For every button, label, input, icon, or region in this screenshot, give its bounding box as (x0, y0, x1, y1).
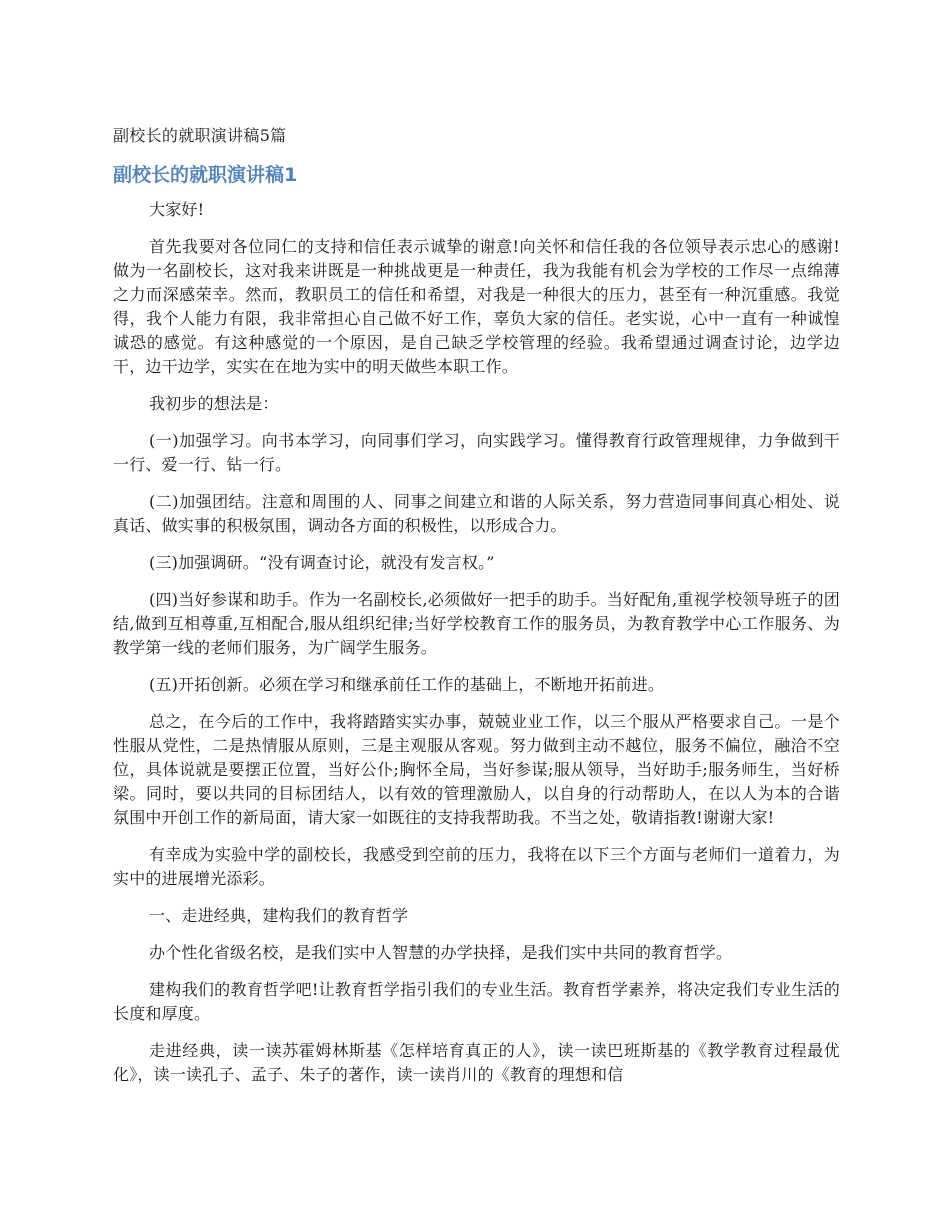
paragraph-point-3: (三)加强调研。“没有调查讨论，就没有发言权。” (149, 553, 495, 572)
paragraph-second-speech-intro: 有幸成为实验中学的副校长，我感受到空前的压力，我将在以下三个方面与老师们一道着力，为实中的进展增光添彩。 (113, 845, 840, 888)
paragraph-point-2: (二)加强团结。注意和周围的人、同事之间建立和谐的人际关系，努力营造同事间真心相处、说真话、做实事的积极氛围，调动各方面的积极性，以形成合力。 (113, 492, 840, 535)
paragraph-plan-lead: 我初步的想法是： (149, 394, 279, 413)
paragraph-greeting: 大家好! (149, 200, 205, 219)
paragraph-summary: 总之，在今后的工作中，我将踏踏实实办事，兢兢业业工作，以三个服从严格要求自己。一是个性服从党性，二是热情服从原则，三是主观服从客观。努力做到主动不越位，服务不偏位，融洽不空位，具体说就是要摆正位置，当好公仆;胸怀全局，当好参谋;服从领导，当好助手;服务师生，当好桥梁。同时，要以共同的目标团结人，以有效的管理激励人，以自身的行动帮助人，在以人为本的合谐氛围中开创工作的新局面，请大家一如既往的支持我帮助我。不当之处，敬请指教!谢谢大家! (113, 712, 840, 827)
paragraph-school-philosophy: 办个性化省级名校，是我们实中人智慧的办学抉择，是我们实中共同的教育哲学。 (149, 943, 733, 962)
paragraph-intro: 首先我要对各位同仁的支持和信任表示诚挚的谢意!向关怀和信任我的各位领导表示忠心的感谢!做为一名副校长，这对我来讲既是一种挑战更是一种责任，我为我能有机会为学校的工作尽一点绵薄之力而深感荣幸。然而，教职员工的信任和希望，对我是一种很大的压力，甚至有一种沉重感。我觉得，我个人能力有限，我非常担心自己做不好工作，辜负大家的信任。老实说，心中一直有一种诚惶诚恐的感觉。有这种感觉的一个原因，是自己缺乏学校管理的经验。我希望通过调查讨论，边学边干，边干边学，实实在在地为实中的明天做些本职工作。 (113, 237, 840, 376)
paragraph-build-philosophy: 建构我们的教育哲学吧!让教育哲学指引我们的专业生活。教育哲学素养，将决定我们专业生活的长度和厚度。 (113, 980, 840, 1023)
paragraph-subheading-1: 一、走进经典，建构我们的教育哲学 (149, 906, 409, 925)
document-page (113, 124, 840, 1100)
paragraph-point-4: (四)当好参谋和助手。作为一名副校长,必须做好一把手的助手。当好配角,重视学校领导班子的团结,做到互相尊重,互相配合,服从组织纪律;当好学校教育工作的服务员，为教育教学中心工作服务、为教学第一线的老师们服务，为广阔学生服务。 (113, 590, 840, 657)
paragraph-point-1: (一)加强学习。向书本学习，向同事们学习，向实践学习。懂得教育行政管理规律，力争做到干一行、爱一行、钻一行。 (113, 431, 840, 474)
paragraph-point-5: (五)开拓创新。必须在学习和继承前任工作的基础上，不断地开拓前进。 (149, 675, 665, 694)
section-heading: 副校长的就职演讲稿1 (113, 164, 298, 186)
document-title: 副校长的就职演讲稿5篇 (113, 126, 287, 145)
paragraph-read-classics: 走进经典，读一读苏霍姆林斯基《怎样培育真正的人》，读一读巴班斯基的《教学教育过程最优化》，读一读孔子、孟子、朱子的著作，读一读肖川的《教育的理想和信 (113, 1041, 840, 1084)
